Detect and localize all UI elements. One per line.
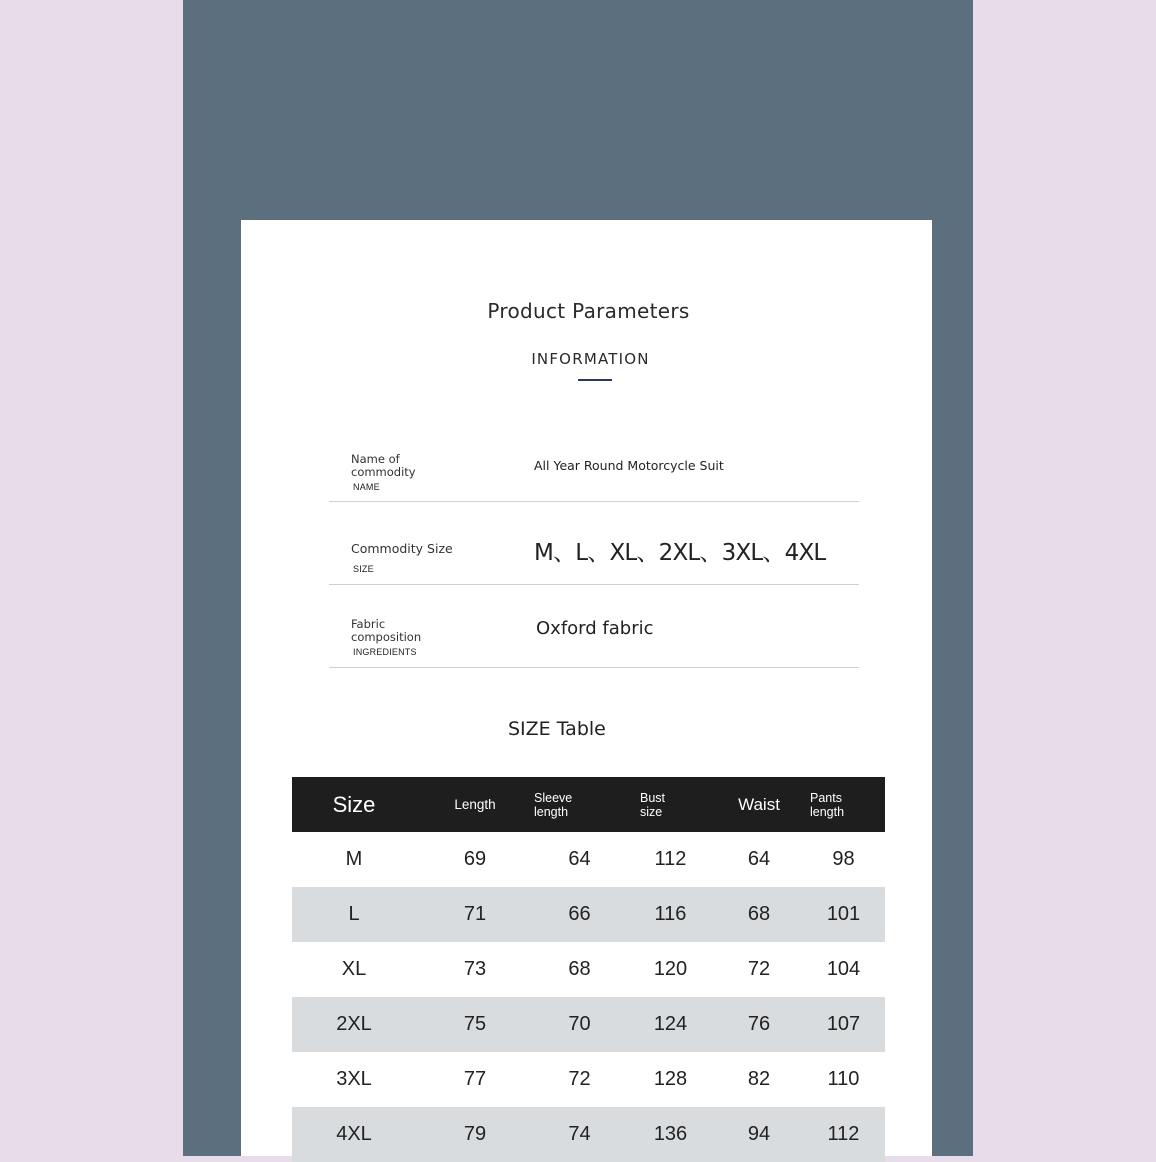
cell-bust-size: 124 [625, 997, 716, 1052]
cell-pants-length: 98 [832, 848, 855, 870]
cell-waist: 76 [716, 997, 802, 1052]
param-label: Fabric composition [351, 617, 422, 644]
cell-length: 71 [416, 887, 534, 942]
param-sublabel: NAME [353, 482, 380, 492]
cell-waist: 82 [747, 1068, 771, 1090]
cell-sleeve-length: 70 [534, 997, 625, 1052]
cell-pants-length: 104 [826, 958, 861, 980]
table-row [292, 887, 885, 942]
param-value: M、L、XL、2XL、3XL、4XL [534, 540, 826, 566]
cell-size: XL [341, 958, 367, 980]
cell-size: 2XL [292, 997, 416, 1052]
param-label: Name of commodity [351, 452, 416, 479]
product-info-card [241, 220, 932, 1156]
cell-length: 79 [416, 1107, 534, 1162]
cell-waist: 94 [716, 1107, 802, 1162]
size-table-header [292, 777, 885, 832]
cell-pants-length: 112 [802, 1107, 885, 1162]
table-row [292, 997, 885, 1052]
table-row [292, 1107, 885, 1162]
cell-sleeve-length: 72 [568, 1068, 591, 1090]
title-underline [578, 379, 612, 381]
cell-sleeve-length: 64 [568, 848, 591, 870]
cell-sleeve-length: 74 [534, 1107, 625, 1162]
cell-bust-size: 136 [625, 1107, 716, 1162]
cell-bust-size: 120 [653, 958, 688, 980]
cell-waist: 68 [716, 887, 802, 942]
cell-size: 4XL [292, 1107, 416, 1162]
cell-bust-size: 128 [653, 1068, 688, 1090]
table-row [292, 1052, 885, 1107]
cell-bust-size: 112 [654, 848, 687, 870]
cell-waist: 72 [747, 958, 771, 980]
cell-pants-length: 101 [802, 887, 885, 942]
section-subtitle: INFORMATION [531, 350, 650, 368]
cell-size: L [292, 887, 416, 942]
param-row-size [329, 502, 859, 585]
param-label: Commodity Size [351, 541, 453, 556]
cell-length: 73 [463, 958, 487, 980]
header-bust-size: Bust size [625, 777, 716, 832]
cell-length: 69 [463, 848, 487, 870]
cell-bust-size: 116 [625, 887, 716, 942]
table-row [292, 832, 885, 887]
param-value: Oxford fabric [536, 618, 654, 639]
param-value: All Year Round Motorcycle Suit [534, 458, 724, 473]
cell-pants-length: 110 [827, 1068, 860, 1090]
table-row [292, 942, 885, 997]
cell-length: 75 [416, 997, 534, 1052]
param-sublabel: INGREDIENTS [353, 647, 417, 657]
cell-waist: 64 [747, 848, 771, 870]
section-title: Product Parameters [487, 299, 690, 323]
cell-pants-length: 107 [802, 997, 885, 1052]
cell-sleeve-length: 68 [568, 958, 591, 980]
cell-size: M [345, 848, 363, 870]
header-pants-length: Pants length [802, 777, 885, 832]
param-sublabel: SIZE [353, 564, 374, 574]
header-sleeve-length: Sleeve length [534, 777, 625, 832]
header-length: Length [416, 777, 534, 832]
param-row-name [329, 440, 859, 502]
header-size: Size [292, 777, 416, 832]
size-table [292, 777, 885, 1162]
cell-sleeve-length: 66 [534, 887, 625, 942]
size-table-title: SIZE Table [508, 718, 606, 740]
cell-length: 77 [463, 1068, 487, 1090]
cell-size: 3XL [336, 1068, 372, 1090]
header-waist: Waist [716, 777, 802, 832]
param-row-fabric [329, 585, 859, 668]
